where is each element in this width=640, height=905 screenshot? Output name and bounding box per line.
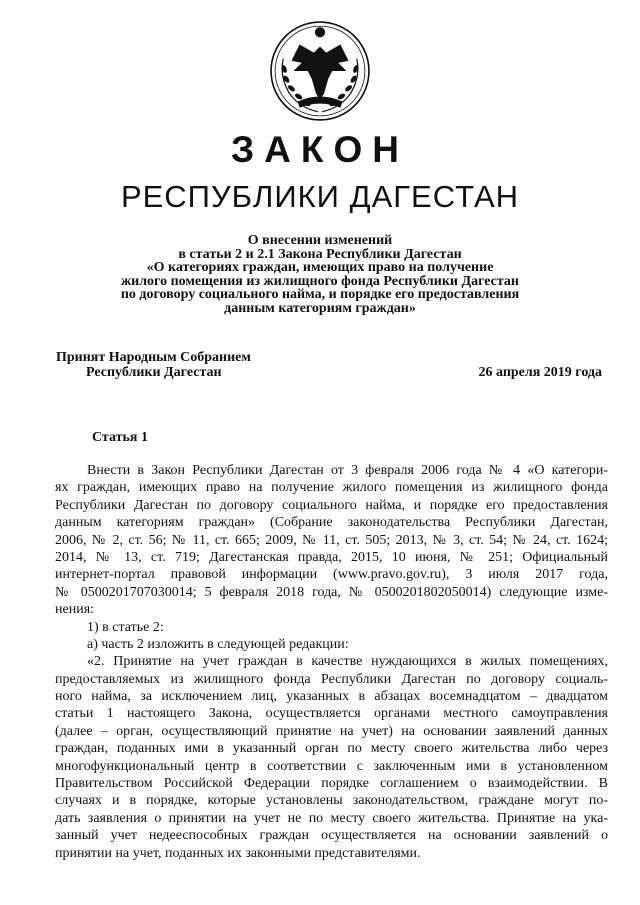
body-line: 2014, № 13, ст. 719; Дагестанская правда, 2015, 10 июня, № 251; Официальный xyxy=(55,549,608,565)
body-line: данным категориям граждан» (Собрание законодательства Республики Дагестан, xyxy=(55,515,608,531)
body-line: 1) в статье 2: xyxy=(87,619,164,635)
heading-line: по договору социального найма, и порядке его предоставления xyxy=(120,287,520,302)
body-line: «2. Принятие на учет граждан в качестве нуждающихся в жилых помещениях, xyxy=(87,654,608,670)
heading-line: жилого помещения из жилищного фонда Республики Дагестан xyxy=(120,273,519,289)
body-line: а) часть 2 изложить в следующей редакции: xyxy=(87,636,349,652)
adoption-line: Принят Народным Собранием xyxy=(56,350,251,365)
body-line: граждан, поданных ими в указанный орган по месту своего жительства либо через xyxy=(55,741,608,757)
body-line: 2006, № 2, ст. 56; № 11, ст. 665; 2009, № 11, ст. 505; 2013, № 3, ст. 54; № 24, ст. 1624; xyxy=(55,532,608,548)
heading-line: данным категориям граждан» xyxy=(224,300,416,316)
body-line: предоставляемых из жилищного фонда Республики Дагестан по договору социаль- xyxy=(55,671,608,687)
body-line: (далее – орган, осуществляющий принятие на учет) на основании заявлений данных xyxy=(55,723,608,739)
heading-line: «О категориях граждан, имеющих право на получение xyxy=(146,260,494,275)
heading-line: О внесении изменений xyxy=(247,233,393,248)
law-subtitle: РЕСПУБЛИКИ ДАГЕСТАН xyxy=(120,179,520,214)
adoption-line: Республики Дагестан xyxy=(86,365,222,380)
body-line: Внести в Закон Республики Дагестан от 3 февраля 2006 года № 4 «О категори- xyxy=(87,463,608,478)
body-line: Республики Дагестан по договору социального найма, и порядке его предоставления xyxy=(55,497,608,513)
law-title: ЗАКОН xyxy=(231,129,409,170)
body-line: занный учет недееспособных граждан осуществляется на основании заявлений о xyxy=(55,828,608,844)
body-line: Правительством Российской Федерации порядке соглашением о взаимодействии. В xyxy=(55,776,608,792)
body-line: случаях и в порядке, которые установлены законодательством, граждане могут по- xyxy=(55,793,608,809)
article-title: Статья 1 xyxy=(92,430,148,445)
body-line: нения: xyxy=(55,602,95,618)
article-body xyxy=(55,462,608,862)
body-line: № 0500201707030014; 5 февраля 2018 года, № 0500201802050014) следующие изме- xyxy=(55,584,608,600)
body-line: принятии на учет, поданных их законными представителями. xyxy=(55,845,421,861)
heading-line: в статьи 2 и 2.1 Закона Республики Дагестан xyxy=(178,246,462,262)
body-line: ного найма, за исключением лиц, указанных в абзацах восемнадцатом – двадцатом xyxy=(55,689,608,705)
body-line: ях граждан, имеющих право на получение жилого помещения из жилищного фонда xyxy=(55,480,608,496)
body-line: статьи 1 настоящего Закона, осуществляется органами местного самоуправления xyxy=(55,706,608,722)
body-line: дать заявления о принятии на учет не по месту своего жительства. Принятие на ука- xyxy=(55,810,608,826)
law-heading xyxy=(60,234,580,315)
adoption-statement xyxy=(56,350,251,380)
body-line: интернет-портал правовой информации (www.pravo.gov.ru), 3 июля 2017 года, xyxy=(55,567,608,583)
adoption-date: 26 апреля 2019 года xyxy=(478,365,602,380)
coat-of-arms-emblem xyxy=(269,20,371,122)
body-line: многофункциональный центр в соответствии с заключенным ими в установленном xyxy=(55,758,608,774)
